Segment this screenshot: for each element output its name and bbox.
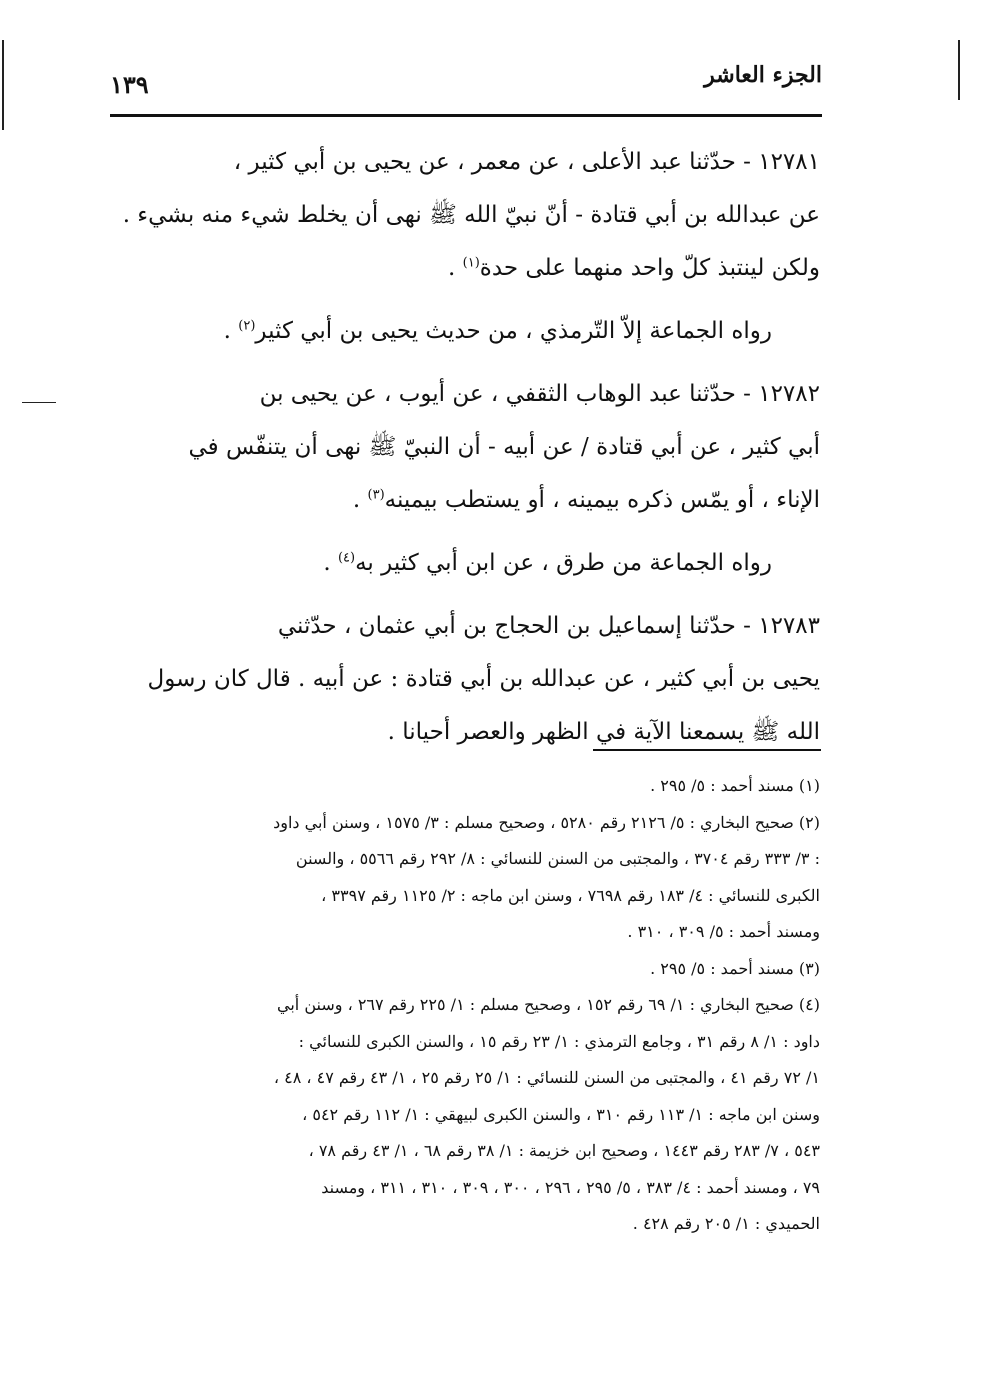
footnote-text: : ٣/ ٣٣٣ رقم ٣٧٠٤ ، والمجتبى من السنن للنسائي : ٨/ ٢٩٢ رقم ٥٥٦٦ ، والسنن <box>295 849 820 868</box>
footnote-text: وسنن ابن ماجه : ١/ ١١٣ رقم ٣١٠ ، والسنن الكبرى لبيهقي : ١/ ١١٢ رقم ٥٤٢ ، <box>302 1104 820 1124</box>
footnote-text: ومسند أحمد : ٥/ ٣٠٩ ، ٣١٠ . <box>627 922 820 941</box>
text-line: أبي كثير ، عن أبي قتادة / عن أبيه - أن النبيّ ﷺ نهى أن يتنفّس في <box>188 434 820 460</box>
line-end: . <box>223 318 239 344</box>
footnote-number: (١) <box>798 776 820 795</box>
narration-note <box>110 305 820 358</box>
footnote-number: (٣) <box>798 958 820 978</box>
footnote <box>108 805 820 951</box>
footnote-text: الحميدي : ١/ ٢٠٥ رقم ٤٢٨ . <box>632 1214 820 1233</box>
footnote-text: ١/ ٧٢ رقم ٤١ ، والمجتبى من السنن للنسائي : ١/ ٢٥ رقم ٢٥ ، ١/ ٤٣ رقم ٤٧ ، ٤٨ ، <box>273 1068 820 1087</box>
footnote-text: مسند أحمد : ٥/ ٢٩٥ . <box>650 958 794 978</box>
text-line: ١٢٧٨٣ - حدّثنا إسماعيل بن الحجاج بن أبي عثمان ، حدّثني <box>277 613 820 639</box>
footnote-ref: (٤) <box>337 550 356 566</box>
header-title: الجزء العاشر <box>704 62 822 88</box>
text-line: رواه الجماعة إلاّ التّرمذي ، من حديث يحيى بن أبي كثير <box>255 318 772 344</box>
scan-mark <box>2 40 4 130</box>
footnote-text: داود : ١/ ٨ رقم ٣١ ، وجامع الترمذي : ١/ ٢٣ رقم ١٥ ، والسنن الكبرى للنسائي : <box>298 1031 820 1051</box>
footnote <box>108 768 820 805</box>
footnote <box>108 951 820 988</box>
line-end: . <box>352 487 368 513</box>
running-header <box>110 60 822 100</box>
hadith-12781 <box>110 136 820 295</box>
footnote <box>108 987 820 1243</box>
hadith-12783 <box>110 600 820 759</box>
footnote-text: ٥٤٣ ، ٧/ ٢٨٣ رقم ١٤٤٣ ، وصحيح ابن خزيمة : ١/ ٣٨ رقم ٦٨ ، ١/ ٤٣ رقم ٧٨ ، <box>308 1141 820 1160</box>
footnote-text: صحيح البخاري : ٥/ ٢١٢٦ رقم ٥٢٨٠ ، وصحيح مسلم : ٣/ ١٥٧٥ ، وسنن أبي داود <box>273 812 794 832</box>
hadith-12782 <box>110 368 820 527</box>
footnote-ref: (٣) <box>367 487 385 503</box>
line-end: . <box>448 255 463 281</box>
footnote-text: الكبرى للنسائي : ٤/ ١٨٣ رقم ٧٦٩٨ ، وسنن ابن ماجه : ٢/ ١١٢٥ رقم ٣٣٩٧ ، <box>321 885 820 905</box>
narration-note <box>110 537 820 590</box>
text-line: الله ﷺ يسمعنا الآية في الظهر والعصر أحيانا . <box>387 719 820 745</box>
footnote-text: مسند أحمد : ٥/ ٢٩٥ . <box>650 776 794 795</box>
footnotes <box>108 768 820 1243</box>
text-line: الإناء ، أو يمّس ذكره بيمينه ، أو يستطب بيمينه <box>384 487 820 513</box>
text-line: عن عبدالله بن أبي قتادة - أنّ نبيّ الله ﷺ نهى أن يخلط شيء منه بشيء . <box>122 202 820 228</box>
text-line: ١٢٧٨٢ - حدّثنا عبد الوهاب الثقفي ، عن أيوب ، عن يحيى بن <box>259 381 820 407</box>
footnote-ref: (١) <box>462 255 480 271</box>
line-end: . <box>323 550 338 576</box>
footnote-rule <box>593 749 821 751</box>
text-line: ١٢٧٨١ - حدّثنا عبد الأعلى ، عن معمر ، عن يحيى بن أبي كثير ، <box>233 149 820 175</box>
footnote-number: (٢) <box>798 812 820 832</box>
text-line: رواه الجماعة من طرق ، عن ابن أبي كثير به <box>355 550 772 576</box>
main-text <box>110 136 820 759</box>
footnote-ref: (٢) <box>238 318 256 334</box>
footnote-text: ٧٩ ، ومسند أحمد : ٤/ ٣٨٣ ، ٥/ ٢٩٥ ، ٢٩٦ ، ٣٠٠ ، ٣٠٩ ، ٣١٠ ، ٣١١ ، ومسند <box>321 1177 820 1197</box>
text-line: يحيى بن أبي كثير ، عن عبدالله بن أبي قتادة : عن أبيه . قال كان رسول <box>147 666 820 692</box>
scan-mark <box>958 40 960 100</box>
scan-mark <box>22 402 56 403</box>
footnote-text: صحيح البخاري : ١/ ٦٩ رقم ١٥٢ ، وصحيح مسلم : ١/ ٢٢٥ رقم ٢٦٧ ، وسنن أبي <box>277 995 794 1014</box>
page-number: ١٣٩ <box>110 70 149 99</box>
footnote-number: (٤) <box>798 995 820 1014</box>
text-line: ولكن لينتبذ كلّ واحد منهما على حدة <box>479 255 820 281</box>
header-rule <box>110 114 822 117</box>
